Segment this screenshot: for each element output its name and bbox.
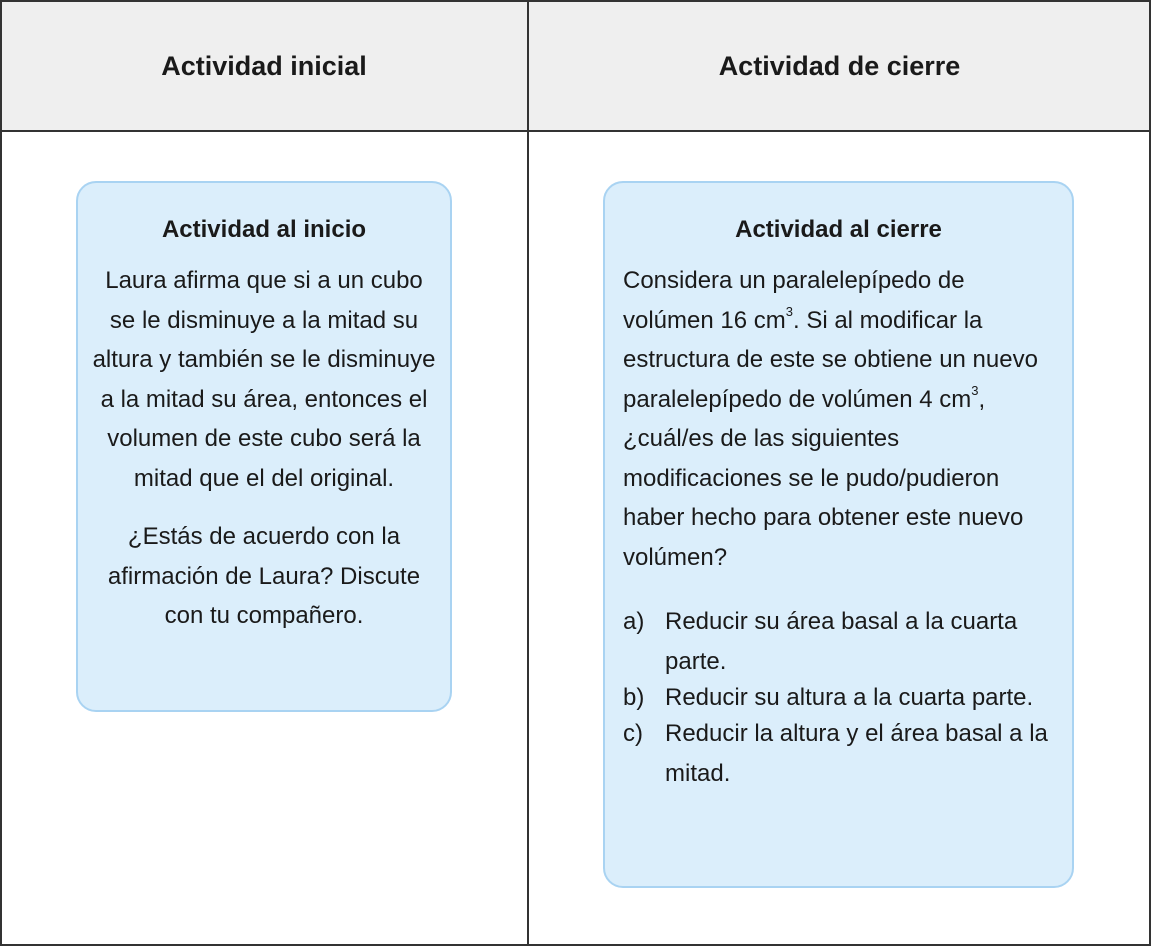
initial-card-statement: Laura afirma que si a un cubo se le disminuye a la mitad su altura y también se le disminuye a la mitad su área, entonces el volumen de este cubo será la mitad que el del original. (92, 267, 436, 492)
option-letter: c) (623, 720, 643, 747)
problem-text-part-1: Considera un paralelepípedo de volúmen 16 cm (623, 267, 965, 334)
initial-card-question: ¿Estás de acuerdo con la afirmación de Laura? Discute con tu compañero. (107, 523, 421, 629)
header-closing-activity: Actividad de cierre (718, 50, 961, 81)
list-item (623, 606, 1054, 682)
cubic-superscript: 3 (785, 303, 793, 319)
header-initial-activity: Actividad inicial (161, 50, 367, 81)
option-text: Reducir su área basal a la cuarta parte. (665, 608, 1018, 675)
option-text: Reducir su altura a la cuarta parte. (665, 684, 1034, 711)
initial-activity-card (76, 181, 452, 712)
problem-text-part-3: , ¿cuál/es de las siguientes modificaciones se le pudo/pudieron haber hecho para obtener este nuevo volúmen? (623, 385, 1024, 571)
list-item (623, 682, 1054, 718)
list-item (623, 718, 1054, 794)
problem-text-part-2: . Si al modificar la estructura de este se obtiene un nuevo paralelepípedo de volúmen 4 cm (623, 306, 1038, 413)
option-letter: b) (623, 684, 645, 711)
closing-card-title: Actividad al cierre (735, 216, 942, 243)
column-divider (527, 0, 529, 946)
option-text: Reducir la altura y el área basal a la mitad. (665, 720, 1048, 787)
closing-card-problem (623, 261, 1054, 577)
option-letter: a) (623, 608, 645, 635)
closing-activity-card (603, 181, 1074, 888)
answer-options-list (623, 606, 1054, 794)
cubic-superscript: 3 (971, 382, 979, 398)
initial-card-title: Actividad al inicio (161, 216, 367, 243)
